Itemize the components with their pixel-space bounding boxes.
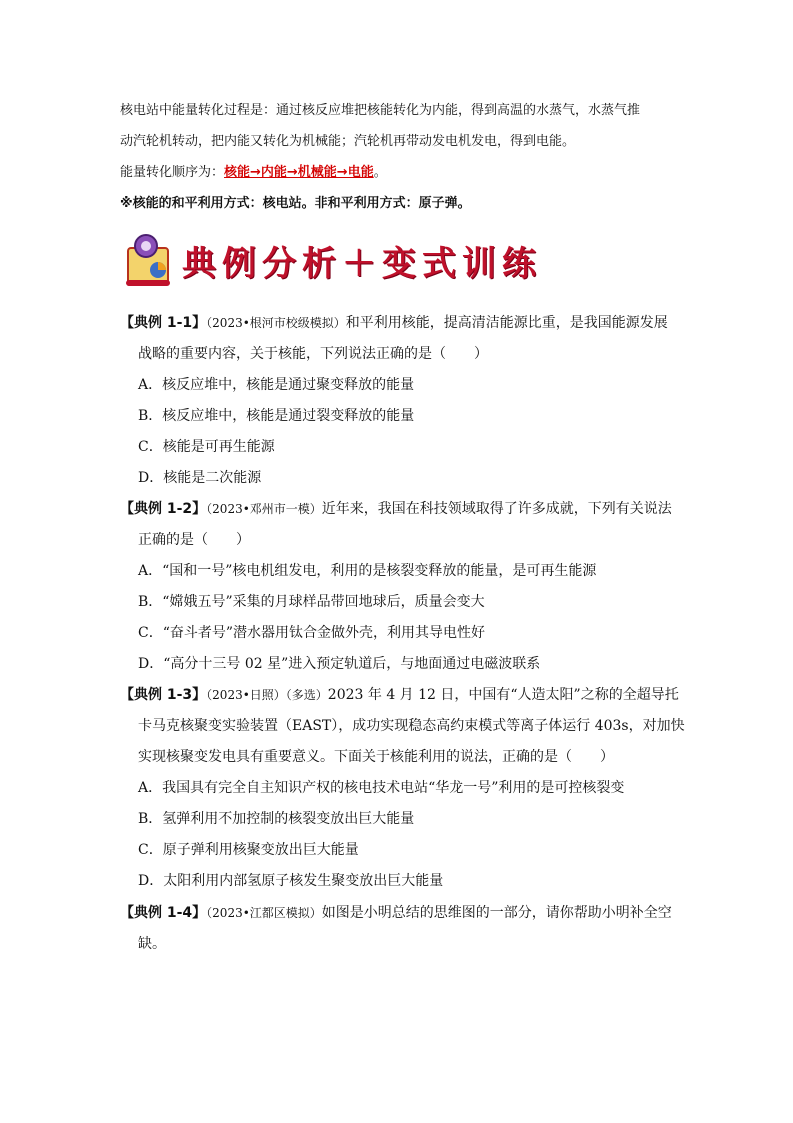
option-a: A．“国和一号”核电机组发电，利用的是核裂变释放的能量，是可再生能源 xyxy=(138,563,597,579)
question-stem-cont: 缺。 xyxy=(138,936,166,952)
option-d: D．太阳利用内部氢原子核发生聚变放出巨大能量 xyxy=(138,873,444,889)
question-source: （2023•根河市校级模拟） xyxy=(206,316,346,330)
option-b: B．氢弹利用不加控制的核裂变放出巨大能量 xyxy=(138,811,415,827)
intro-paragraph-line-1: 核电站中能量转化过程是：通过核反应堆把核能转化为内能，得到高温的水蒸气，水蒸气推 xyxy=(120,103,641,118)
question-tag: 【典例 1-4】 xyxy=(120,905,207,921)
scroll-icon xyxy=(120,232,178,290)
question-1-4 xyxy=(120,898,690,960)
intro-paragraph-line-2: 动汽轮机转动，把内能又转化为机械能；汽轮机再带动发电机发电，得到电能。 xyxy=(120,134,576,149)
question-tag: 【典例 1-1】 xyxy=(120,315,207,331)
question-source: （2023•邓州市一模） xyxy=(206,502,322,516)
option-c: C．核能是可再生能源 xyxy=(138,439,275,455)
energy-order-label: 能量转化顺序为： xyxy=(120,165,225,180)
energy-order-end: 。 xyxy=(373,165,387,180)
question-tag: 【典例 1-3】 xyxy=(120,687,207,703)
banner-title: 典例分析＋变式训练 xyxy=(182,244,542,284)
question-source: （2023•江都区模拟） xyxy=(206,906,322,920)
question-stem-cont: 卡马克核聚变实验装置（EAST），成功实现稳态高约束模式等离子体运行 403s，对加快 xyxy=(138,718,685,734)
question-1-3 xyxy=(120,680,690,897)
question-stem-cont: 正确的是（ ） xyxy=(138,532,250,548)
option-b: B．核反应堆中，核能是通过裂变释放的能量 xyxy=(138,408,415,424)
nuclear-use-note: ※核能的和平利用方式：核电站。非和平利用方式：原子弹。 xyxy=(120,196,471,211)
question-source: （2023•日照）（多选） xyxy=(206,688,328,702)
question-stem-cont: 实现核聚变发电具有重要意义。下面关于核能利用的说法，正确的是（ ） xyxy=(138,749,614,765)
option-b: B．“嫦娥五号”采集的月球样品带回地球后，质量会变大 xyxy=(138,594,485,610)
question-1-2 xyxy=(120,494,690,680)
question-stem-cont: 战略的重要内容，关于核能，下列说法正确的是（ ） xyxy=(138,346,488,362)
question-stem: 和平利用核能，提高清洁能源比重，是我国能源发展 xyxy=(345,315,668,331)
option-a: A．核反应堆中，核能是通过聚变释放的能量 xyxy=(138,377,415,393)
option-d: D．“高分十三号 02 星”进入预定轨道后，与地面通过电磁波联系 xyxy=(138,656,541,672)
question-tag: 【典例 1-2】 xyxy=(120,501,207,517)
energy-conversion-order xyxy=(120,164,690,182)
option-d: D．核能是二次能源 xyxy=(138,470,262,486)
energy-chain: 核能→内能→机械能→电能 xyxy=(224,165,374,180)
option-a: A．我国具有完全自主知识产权的核电技术电站“华龙一号”利用的是可控核裂变 xyxy=(138,780,625,796)
section-banner xyxy=(120,232,542,292)
option-c: C．原子弹利用核聚变放出巨大能量 xyxy=(138,842,359,858)
option-c: C．“奋斗者号”潜水器用钛合金做外壳，利用其导电性好 xyxy=(138,625,486,641)
question-stem: 近年来，我国在科技领域取得了许多成就，下列有关说法 xyxy=(321,501,672,517)
question-stem: 如图是小明总结的思维图的一部分，请你帮助小明补全空 xyxy=(321,905,672,921)
question-1-1 xyxy=(120,308,690,494)
question-stem: 2023 年 4 月 12 日，中国有“人造太阳”之称的全超导托 xyxy=(327,687,679,703)
